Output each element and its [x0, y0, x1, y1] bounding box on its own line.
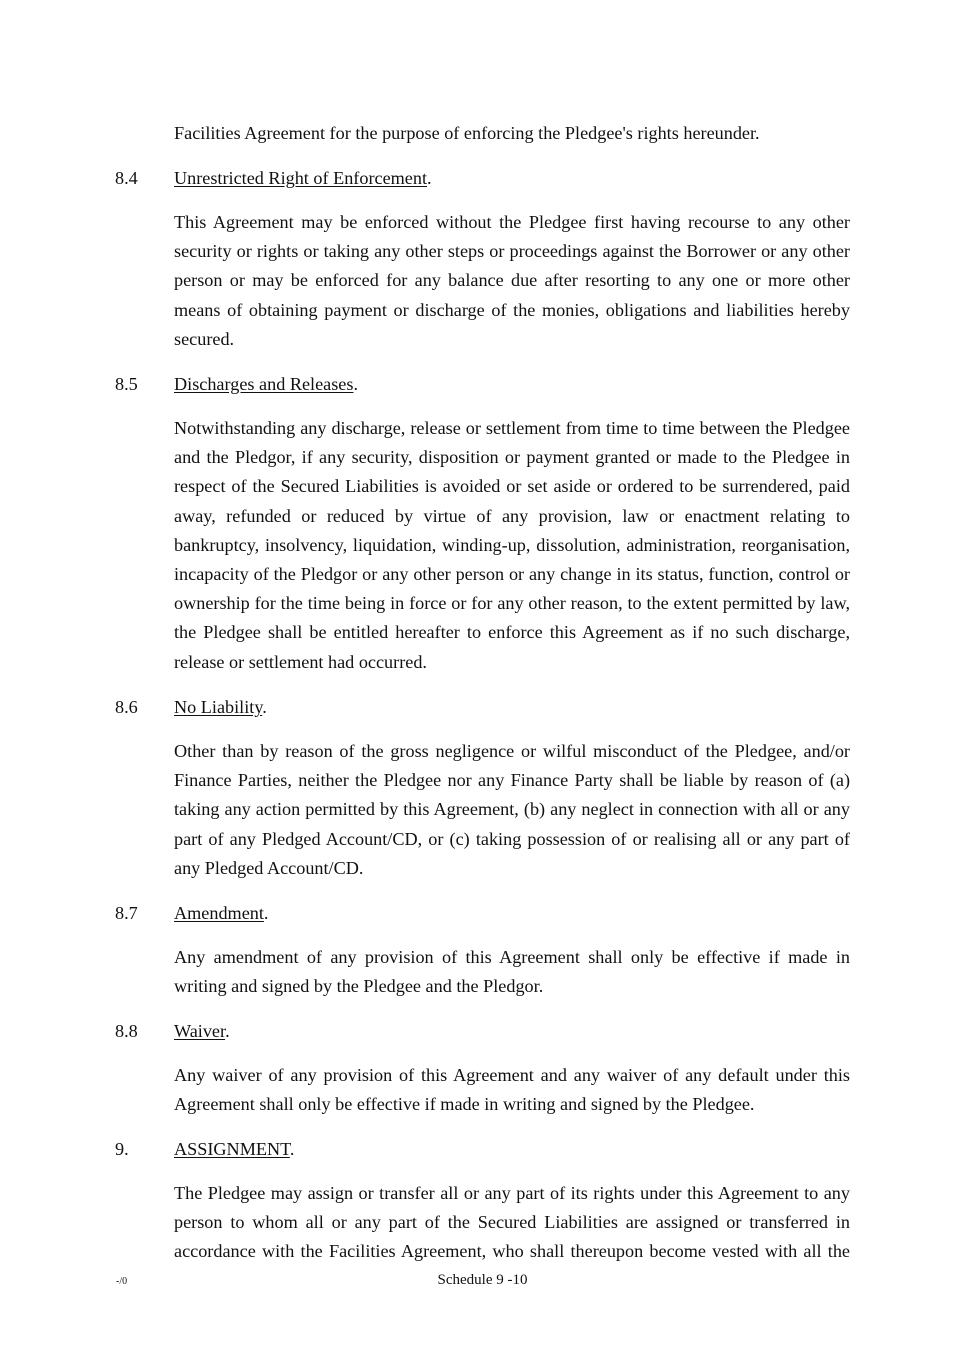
- section-body-8-8: Any waiver of any provision of this Agreement and any waiver of any default under this Agreement shall only be effective if made in writing and signed by the Pledgee.: [174, 1065, 850, 1115]
- section-heading-8-7: [115, 899, 268, 928]
- section-body-8-7: Any amendment of any provision of this Agreement shall only be effective if made in writing and signed by the Pledgee and the Pledgor.: [174, 947, 850, 997]
- section-heading-8-8: [115, 1017, 230, 1046]
- section-body-8-5: Notwithstanding any discharge, release or settlement from time to time between the Pledgee and the Pledgor, if any security, disposition or payment granted or made to the Pledgee in respect of the Secured Liabilities is avoided or set aside or ordered to be surrendered, paid away, refunded or reduced by virtue of any provision, law or enactment relating to bankruptcy, insolvency, liquidation, winding-up, dissolution, administration, reorganisation, incapacity of the Pledgor or any other person or any change in its status, function, control or ownership for the time being in force or for any other reason, to the extent permitted by law, the Pledgee shall be entitled hereafter to enforce this Agreement as if no such discharge, release or settlement had occurred.: [174, 418, 850, 672]
- section-number: 8.8: [115, 1021, 138, 1041]
- heading-period: .: [353, 374, 359, 394]
- section-title: Discharges and Releases: [174, 374, 354, 394]
- section-body-8-4: This Agreement may be enforced without the Pledgee first having recourse to any other security or rights or taking any other steps or proceedings against the Borrower or any other person or may be enforced for any balance due after resorting to any one or more other means of obtaining payment or discharge of the monies, obligations and liabilities hereby secured.: [174, 212, 850, 349]
- section-heading-8-6: [115, 693, 267, 722]
- section-heading-9: [115, 1135, 294, 1164]
- section-number: 8.5: [115, 374, 138, 394]
- section-number: 8.4: [115, 168, 138, 188]
- section-title: ASSIGNMENT: [174, 1139, 290, 1159]
- heading-period: .: [262, 697, 267, 717]
- intro-paragraph: Facilities Agreement for the purpose of enforcing the Pledgee's rights hereunder.: [174, 123, 760, 143]
- section-number: 8.7: [115, 903, 138, 923]
- heading-period: .: [427, 168, 432, 188]
- page-number: Schedule 9 -10: [437, 1272, 528, 1288]
- heading-period: .: [225, 1021, 230, 1041]
- heading-period: .: [289, 1139, 295, 1159]
- heading-period: .: [263, 903, 269, 923]
- section-body-8-6: Other than by reason of the gross negligence or wilful misconduct of the Pledgee, and/or Finance Parties, neither the Pledgee nor any Finance Party shall be liable by reason of (a) taking any action permitted by this Agreement, (b) any neglect in connection with all or any part of any Pledged Account/CD, or (c) taking possession of or realising all or any part of any Pledged Account/CD.: [174, 741, 850, 878]
- section-heading-8-5: [115, 370, 358, 399]
- section-title: No Liability: [174, 697, 263, 717]
- footer-reference: -/0: [116, 1276, 128, 1287]
- section-title: Waiver: [174, 1021, 226, 1041]
- section-number: 8.6: [115, 697, 138, 717]
- section-title: Amendment: [174, 903, 264, 923]
- section-title: Unrestricted Right of Enforcement: [174, 168, 428, 188]
- section-heading-8-4: [115, 164, 432, 193]
- section-number: 9.: [115, 1139, 129, 1159]
- section-body-9: The Pledgee may assign or transfer all or any part of its rights under this Agreement to any person to whom all or any part of the Secured Liabilities are assigned or transferred in accordance with the Facilities Agreement, who shall thereupon become vested with all the: [174, 1183, 850, 1262]
